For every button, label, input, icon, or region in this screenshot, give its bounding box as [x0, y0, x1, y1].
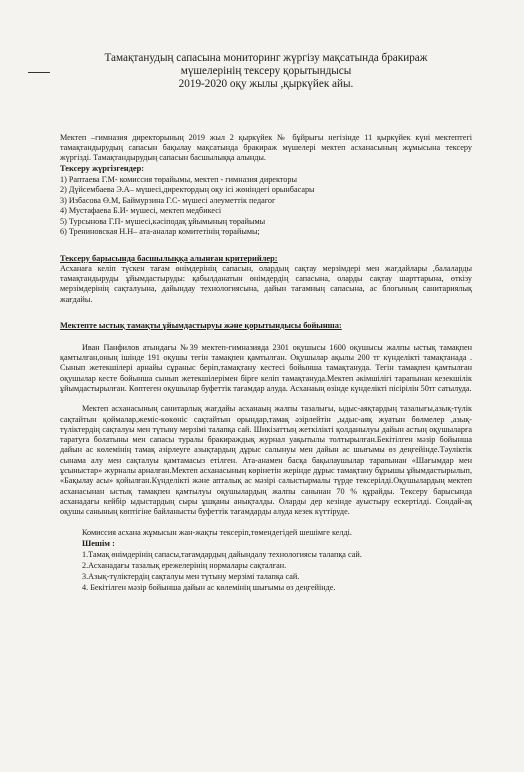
criteria-text: Асханаға келіп түскен тағам өнімдерінің сапасын, олардың сақтау мерзімдері мен жағдайлары ,балаларды тамақтандыруды ұйымдастыруды: қабылданатын өнімдердің сапасына, оларды сақтау шарттарына, өткізу мерзімдерінің сақталуына, дайындау технологиясына, дайын тағамның сапасына, ас блогының санитариялық жағдайы. [60, 263, 472, 304]
criteria-heading: Тексеру барысында басшылыққа алынған критерийлер: [60, 253, 278, 263]
document-page [0, 52, 524, 772]
inspectors-list [60, 175, 472, 238]
document-title [60, 52, 472, 91]
inspector-item: 3) Избасова Ө.М, Баймурзина Г.С- мүшесі әлеуметтік педагог [60, 195, 276, 205]
resolution-item: 3.Азық-түліктердің сақталуы мен түтыну мерзімі талапқа сай. [82, 571, 300, 581]
inspector-item: 5) Турсынова Г.П- мүшесі,кәсіподақ ұйымының төрайымы [60, 216, 266, 226]
resolution-item: 1.Тамақ өнімдерінің сапасы,тағамдардың дайындалу технологиясы талапқа сай. [82, 549, 362, 559]
corner-dash-mark [28, 72, 50, 73]
section-heading: Мектепте ыстық тамақты ұйымдастыруы және қорытындысы бойынша: [60, 320, 342, 330]
title-line-3: 2019-2020 оқу жылы ,қыркүйек айы. [178, 78, 354, 90]
resolution-heading: Шешім : [82, 538, 115, 548]
inspector-item: 4) Мустафаева Б.И- мүшесі, мектеп медбикесі [60, 206, 222, 216]
body-paragraph-1: Иван Панфилов атындағы №39 мектеп-гимназияда 2301 оқушысы 1600 оқушысы жалпы ыстық тамақпен қамтылған,оның ішінде 191 оқушы тегін тамақпен қамтылған. Оқушылар ақылы 200 тг күнделікті тамақтанада . Сынып жетекшілері арнайы сұраныс беріп,тамақтану кестесі бойынша тамақтануда. Тегін тамақпен қамтылған оқушылар кесте бойынша сынып жетекшілерімен бірге келіп тамақтануда.Мектеп әкімшілігі тарапынан кезекшілік ұйымдастырылған. Көптеген оқушылар буфеттік тағамдар алуда. Асханаың өзінде күнделікті пісірілін 50тг сатылуда. [60, 342, 472, 393]
body-paragraph-2: Мектеп асханасының санитарлық жағдайы асханаың жалпы тазалығы, ыдыс-аяқтардың тазалығы,азық-түлік сақтайтын қоймалар,жеміс-көкөніс сақтайтын орындар,тамақ әзірлейтін ,ыдыс-аяқ жуатын бөлмелер ,азық-түліктердің сақталуы мен түтыну мерзімі талапқа сай. Шикізаттың жеткілікті қолданылуы дайын астың оқушыларға таратуға болатыны мен сапасы туралы бракираждық журнал уақытылы толтырылған.Бекітілген мәзір бойынша дайын ас көлемінің тамақ әзірлеуге азықтардың дұрыс салынуы мен дайын ас шығымы өз деңгейінде.Тәуліктік сынама алу мен сақталуы қамтамасыз етілген. Ата-анамен басқа бақылаушылар тарапынан «Шағымдар мен ұсыныстар» журналы арналған.Мектеп асханасының көрінетін жерінде дұрыс тамақтану бұрышы ұйымдастырылып, «Бақылау асы» қойылған.Күнделікті және апталық ас мәзірі салыстырмалы түрде тексерілді.Оқушылардың мектеп асханасынан ыстық тамақпен қамтылуы оқушылардың жалпы санынан 70 % құрайды. Тексеру барысында асханадағы кейбір ыдыстардың сыры ұшқаны анықталды. Оларды дер кезінде ауыстыру ескертілді. Сондай-ақ оқушы санының көптігіне байланысты буфеттік тағамдарды алуда кезек күттіруде. [60, 404, 472, 517]
resolution-item: 2.Асханадағы тазалық ережелерінің нормалары сақталған. [82, 560, 287, 570]
title-line-1: Тамақтанудың сапасына мониторинг жүргізу мақсатында бракираж [104, 52, 428, 64]
inspector-item: 6) Трениновская Н.Н– ата-аналар комитетінің төрайымы; [60, 227, 260, 237]
inspector-item: 1) Раптаева Г.М- комиссия төрайымы, мектеп - гимназия директоры [60, 174, 297, 184]
title-line-2: мүшелерінің тексеру қорытындысы [180, 65, 352, 77]
resolution-list [60, 549, 472, 593]
inspector-item: 2) Дүйсембаева Э.А– мүшесі,директордың оқу ісі жөніндегі орынбасары [60, 185, 315, 195]
inspectors-heading: Тексеру жүргізгендер: [60, 163, 145, 173]
intro-paragraph: Мектеп –гимназия директорының 2019 жыл 2 қыркүйек № бұйрығы негізінде 11 қыркүйек күні мектептегі тамақтандырудың сапасын бақылау мақсатында бракираж мүшелері мектеп асханасының жұмысына тексеру жүргізді. Тамақтандырудың сапасын басшылыққа алынды. [60, 133, 472, 163]
conclusion-text: Комиссия асхана жұмысын жан-жақты тексеріп,төмендегідей шешімге келді. [82, 527, 352, 537]
resolution-item: 4. Бекітілген мәзір бойынша дайын ас көлемінің шығымы өз деңгейінде. [82, 582, 336, 592]
